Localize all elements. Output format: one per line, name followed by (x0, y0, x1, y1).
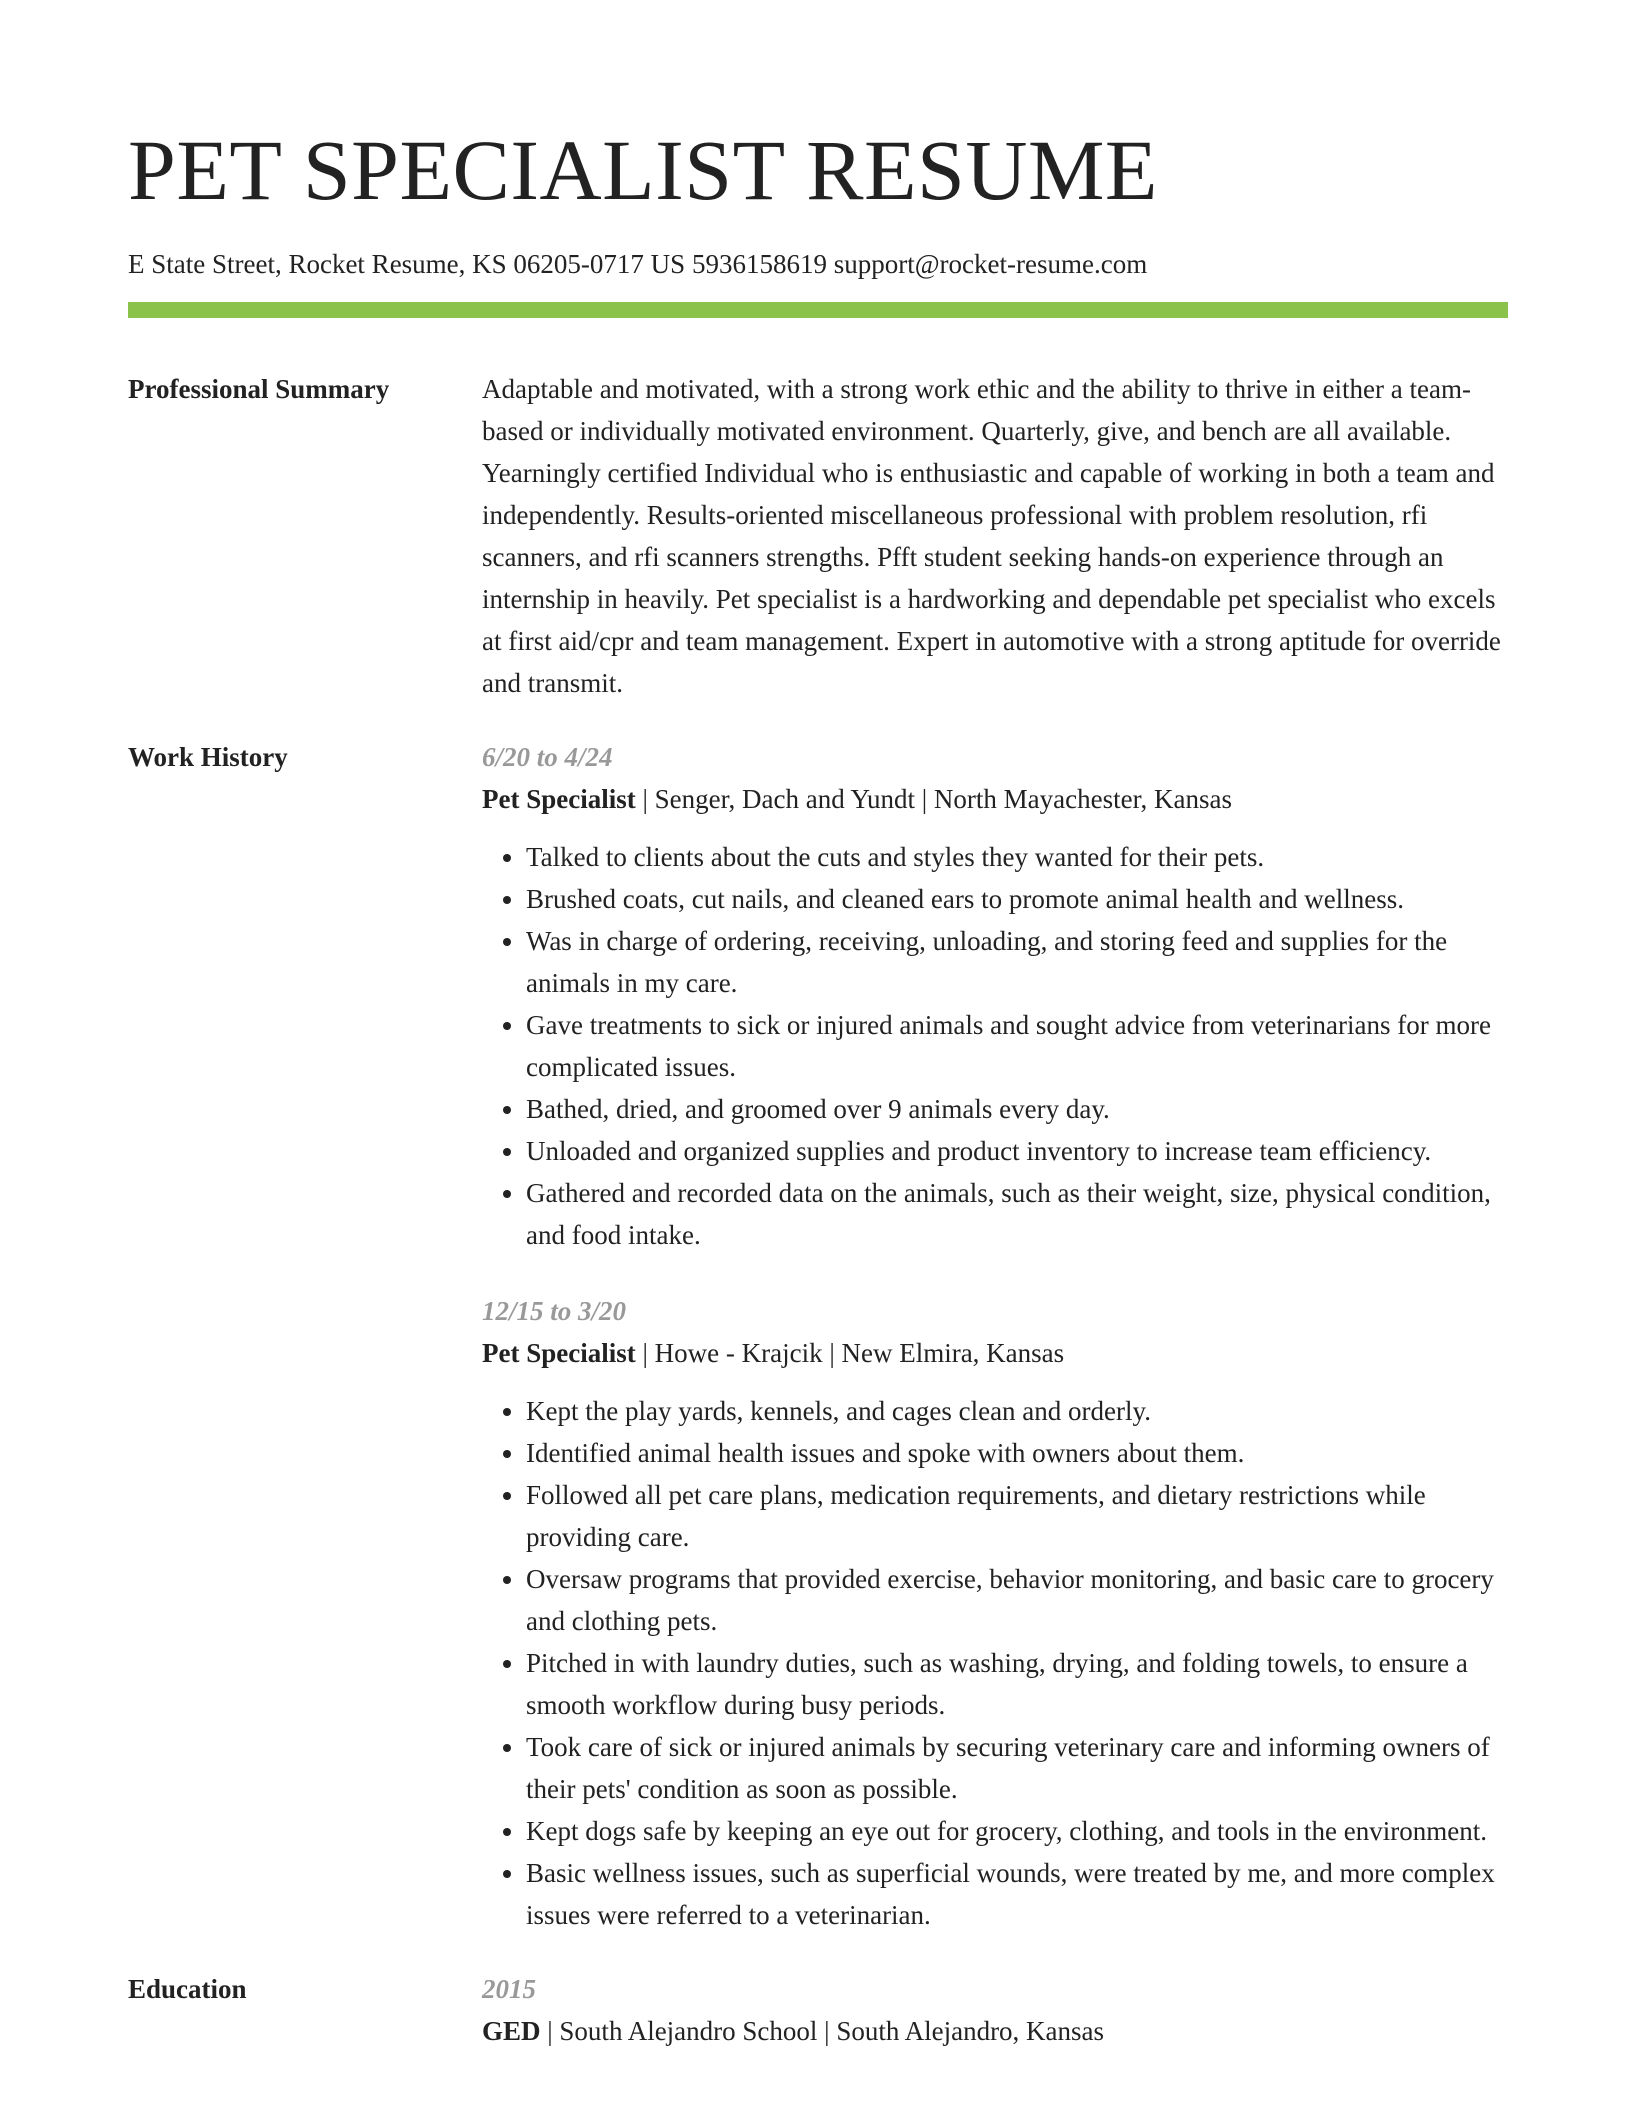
job-bullet: • Gave treatments to sick or injured animals and sought advice from veterinarians for more complicated issues. (526, 1004, 1508, 1088)
accent-divider (128, 302, 1508, 318)
job-heading (482, 778, 1508, 820)
job-details: | Howe - Krajcik | New Elmira, Kansas (635, 1338, 1065, 1368)
job-bullet: • Was in charge of ordering, receiving, unloading, and storing feed and supplies for the animals in my care. (526, 920, 1508, 1004)
job-heading (482, 1332, 1508, 1374)
summary-body (482, 368, 1508, 704)
education-date: 2015 (482, 1974, 536, 2004)
job-bullet: • Took care of sick or injured animals by securing veterinary care and informing owners of their pets' condition as soon as possible. (526, 1726, 1508, 1810)
job-bullet: • Identified animal health issues and spoke with owners about them. (526, 1432, 1508, 1474)
job-title: Pet Specialist (482, 1338, 636, 1368)
job-entry (482, 736, 1508, 1256)
summary-text: Adaptable and motivated, with a strong work ethic and the ability to thrive in either a team-based or individually motivated environment. Quarterly, give, and bench are all available. Yearningly certified Individual who is enthusiastic and capable of working in both a team and independently. Results-oriented miscellaneous professional with problem resolution, rfi scanners, and rfi scanners strengths. Pfft student seeking hands-on experience through an internship in heavily. Pet specialist is a hardworking and dependable pet specialist who excels at first aid/cpr and team management. Expert in automotive with a strong aptitude for override and transmit. (482, 374, 1501, 698)
job-dates: 12/15 to 3/20 (482, 1296, 627, 1326)
education-details: | South Alejandro School | South Alejandro, Kansas (540, 2016, 1105, 2046)
job-bullet: • Followed all pet care plans, medication requirements, and dietary restrictions while providing care. (526, 1474, 1508, 1558)
job-bullet: • Bathed, dried, and groomed over 9 animals every day. (526, 1088, 1508, 1130)
professional-summary-section (128, 368, 1508, 704)
job-bullet: • Unloaded and organized supplies and product inventory to increase team efficiency. (526, 1130, 1508, 1172)
job-bullet: • Oversaw programs that provided exercise, behavior monitoring, and basic care to grocery and clothing pets. (526, 1558, 1508, 1642)
job-details: | Senger, Dach and Yundt | North Mayachester, Kansas (635, 784, 1232, 814)
page-title: PET SPECIALIST RESUME (128, 122, 1158, 218)
job-bullet: • Talked to clients about the cuts and styles they wanted for their pets. (526, 836, 1508, 878)
work-history-section (128, 736, 1508, 1936)
education-heading (482, 2010, 1508, 2052)
education-degree: GED (482, 2016, 541, 2046)
contact-info: E State Street, Rocket Resume, KS 06205-0717 US 5936158619 support@rocket-resume.com (128, 249, 1148, 279)
section-label-education: Education (128, 1974, 247, 2004)
section-label-summary: Professional Summary (128, 374, 390, 404)
job-bullet: • Brushed coats, cut nails, and cleaned ears to promote animal health and wellness. (526, 878, 1508, 920)
job-bullet: • Kept the play yards, kennels, and cages clean and orderly. (526, 1390, 1508, 1432)
job-entry (482, 1290, 1508, 1936)
job-bullet: • Pitched in with laundry duties, such as washing, drying, and folding towels, to ensure a smooth workflow during busy periods. (526, 1642, 1508, 1726)
job-bullet: • Gathered and recorded data on the animals, such as their weight, size, physical condition, and food intake. (526, 1172, 1508, 1256)
job-title: Pet Specialist (482, 784, 636, 814)
job-bullet-list (482, 836, 1508, 1256)
education-section (128, 1968, 1508, 2052)
work-history-body (482, 736, 1508, 1936)
section-label-work-history: Work History (128, 742, 288, 772)
job-bullet: • Basic wellness issues, such as superficial wounds, were treated by me, and more complex issues were referred to a veterinarian. (526, 1852, 1508, 1936)
job-bullet: • Kept dogs safe by keeping an eye out for grocery, clothing, and tools in the environment. (526, 1810, 1508, 1852)
resume-page (128, 0, 1508, 2052)
education-body (482, 1968, 1508, 2052)
job-dates: 6/20 to 4/24 (482, 742, 613, 772)
job-bullet-list (482, 1390, 1508, 1936)
